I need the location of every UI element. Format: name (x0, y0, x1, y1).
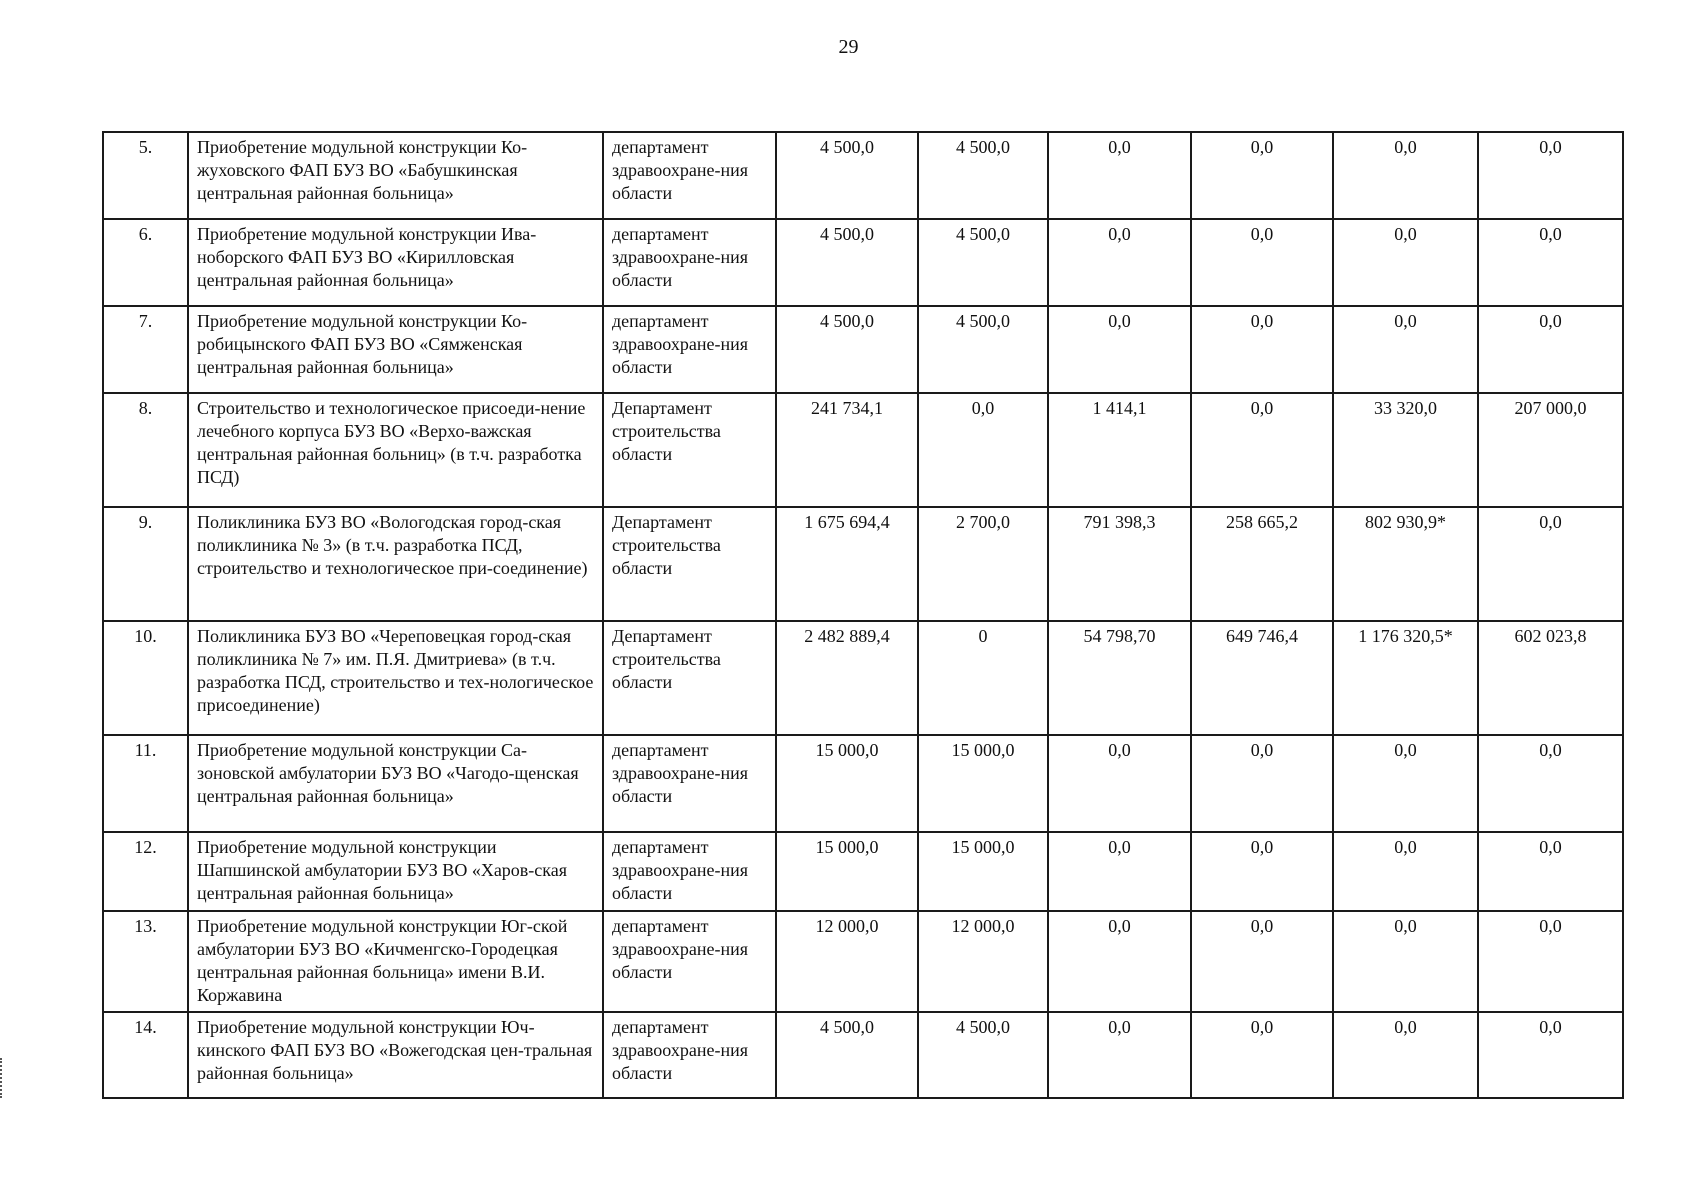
value-total: 15 000,0 (776, 735, 918, 832)
value-col-5: 0,0 (1333, 832, 1478, 911)
event-name: Приобретение модульной конструкции Ива-ноборского ФАП БУЗ ВО «Кирилловская центральная районная больница» (188, 219, 603, 306)
value-col-4: 258 665,2 (1191, 507, 1333, 621)
value-total: 12 000,0 (776, 911, 918, 1012)
responsible-department: департамент здравоохране-ния области (603, 832, 776, 911)
value-col-2: 2 700,0 (918, 507, 1048, 621)
row-number: 12. (103, 832, 188, 911)
value-col-2: 4 500,0 (918, 306, 1048, 393)
program-table (102, 131, 1624, 1099)
responsible-department: департамент здравоохране-ния области (603, 219, 776, 306)
event-name: Приобретение модульной конструкции Ко-робицынского ФАП БУЗ ВО «Сямженская центральная районная больница» (188, 306, 603, 393)
value-total: 4 500,0 (776, 219, 918, 306)
value-col-5: 0,0 (1333, 1012, 1478, 1098)
event-name: Приобретение модульной конструкции Са-зоновской амбулатории БУЗ ВО «Чагодо-щенская центральная районная больница» (188, 735, 603, 832)
value-col-3: 791 398,3 (1048, 507, 1191, 621)
value-col-4: 0,0 (1191, 911, 1333, 1012)
event-name: Поликлиника БУЗ ВО «Вологодская город-ская поликлиника № 3» (в т.ч. разработка ПСД, строительство и технологическое при-соединение) (188, 507, 603, 621)
value-col-6: 0,0 (1478, 306, 1623, 393)
table-row (103, 1012, 1623, 1098)
responsible-department: Департамент строительства области (603, 507, 776, 621)
table-row (103, 393, 1623, 507)
value-col-2: 15 000,0 (918, 832, 1048, 911)
table-row (103, 735, 1623, 832)
value-col-2: 15 000,0 (918, 735, 1048, 832)
value-col-3: 1 414,1 (1048, 393, 1191, 507)
row-number: 8. (103, 393, 188, 507)
value-total: 1 675 694,4 (776, 507, 918, 621)
value-col-2: 12 000,0 (918, 911, 1048, 1012)
row-number: 13. (103, 911, 188, 1012)
value-total: 2 482 889,4 (776, 621, 918, 735)
value-total: 15 000,0 (776, 832, 918, 911)
row-number: 10. (103, 621, 188, 735)
value-col-3: 0,0 (1048, 735, 1191, 832)
responsible-department: департамент здравоохране-ния области (603, 735, 776, 832)
value-col-2: 0,0 (918, 393, 1048, 507)
value-total: 4 500,0 (776, 306, 918, 393)
value-col-3: 0,0 (1048, 911, 1191, 1012)
table-row (103, 306, 1623, 393)
value-col-4: 0,0 (1191, 132, 1333, 219)
value-total: 241 734,1 (776, 393, 918, 507)
value-col-5: 802 930,9* (1333, 507, 1478, 621)
value-col-5: 0,0 (1333, 911, 1478, 1012)
value-col-4: 0,0 (1191, 306, 1333, 393)
value-col-4: 0,0 (1191, 832, 1333, 911)
value-col-3: 54 798,70 (1048, 621, 1191, 735)
value-total: 4 500,0 (776, 1012, 918, 1098)
value-col-2: 4 500,0 (918, 132, 1048, 219)
value-col-3: 0,0 (1048, 132, 1191, 219)
event-name: Приобретение модульной конструкции Ко-жуховского ФАП БУЗ ВО «Бабушкинская центральная районная больница» (188, 132, 603, 219)
value-col-6: 0,0 (1478, 219, 1623, 306)
value-col-2: 4 500,0 (918, 1012, 1048, 1098)
table-row (103, 507, 1623, 621)
value-col-3: 0,0 (1048, 306, 1191, 393)
value-col-5: 0,0 (1333, 735, 1478, 832)
value-col-4: 0,0 (1191, 393, 1333, 507)
table-row (103, 219, 1623, 306)
row-number: 14. (103, 1012, 188, 1098)
responsible-department: департамент здравоохране-ния области (603, 306, 776, 393)
value-col-3: 0,0 (1048, 219, 1191, 306)
row-number: 11. (103, 735, 188, 832)
value-col-2: 0 (918, 621, 1048, 735)
value-col-5: 0,0 (1333, 132, 1478, 219)
value-col-6: 0,0 (1478, 832, 1623, 911)
value-col-6: 0,0 (1478, 1012, 1623, 1098)
scan-edge-marks (0, 1058, 5, 1098)
value-col-2: 4 500,0 (918, 219, 1048, 306)
value-col-4: 0,0 (1191, 1012, 1333, 1098)
event-name: Приобретение модульной конструкции Шапшинской амбулатории БУЗ ВО «Харов-ская центральная районная больница» (188, 832, 603, 911)
event-name: Поликлиника БУЗ ВО «Череповецкая город-ская поликлиника № 7» им. П.Я. Дмитриева» (в т.ч. разработка ПСД, строительство и тех-нологическое присоединение) (188, 621, 603, 735)
responsible-department: Департамент строительства области (603, 393, 776, 507)
value-col-5: 1 176 320,5* (1333, 621, 1478, 735)
responsible-department: департамент здравоохране-ния области (603, 132, 776, 219)
table-row (103, 832, 1623, 911)
value-col-6: 0,0 (1478, 507, 1623, 621)
event-name: Приобретение модульной конструкции Юч-кинского ФАП БУЗ ВО «Вожегодская цен-тральная районная больница» (188, 1012, 603, 1098)
event-name: Приобретение модульной конструкции Юг-ской амбулатории БУЗ ВО «Кичменгско-Городецкая центральная районная больница» имени В.И. Коржавина (188, 911, 603, 1012)
table-body (103, 132, 1623, 1098)
row-number: 7. (103, 306, 188, 393)
value-col-6: 602 023,8 (1478, 621, 1623, 735)
table-row (103, 621, 1623, 735)
responsible-department: департамент здравоохране-ния области (603, 1012, 776, 1098)
value-total: 4 500,0 (776, 132, 918, 219)
row-number: 9. (103, 507, 188, 621)
value-col-3: 0,0 (1048, 1012, 1191, 1098)
value-col-5: 0,0 (1333, 306, 1478, 393)
value-col-6: 0,0 (1478, 911, 1623, 1012)
value-col-3: 0,0 (1048, 832, 1191, 911)
value-col-4: 0,0 (1191, 219, 1333, 306)
row-number: 5. (103, 132, 188, 219)
table-row (103, 132, 1623, 219)
value-col-6: 207 000,0 (1478, 393, 1623, 507)
value-col-6: 0,0 (1478, 132, 1623, 219)
value-col-5: 33 320,0 (1333, 393, 1478, 507)
value-col-6: 0,0 (1478, 735, 1623, 832)
responsible-department: Департамент строительства области (603, 621, 776, 735)
event-name: Строительство и технологическое присоеди-нение лечебного корпуса БУЗ ВО «Верхо-важская центральная районная больниц» (в т.ч. разработка ПСД) (188, 393, 603, 507)
value-col-4: 0,0 (1191, 735, 1333, 832)
page-number: 29 (838, 36, 859, 58)
value-col-4: 649 746,4 (1191, 621, 1333, 735)
table-row (103, 911, 1623, 1012)
row-number: 6. (103, 219, 188, 306)
responsible-department: департамент здравоохране-ния области (603, 911, 776, 1012)
value-col-5: 0,0 (1333, 219, 1478, 306)
